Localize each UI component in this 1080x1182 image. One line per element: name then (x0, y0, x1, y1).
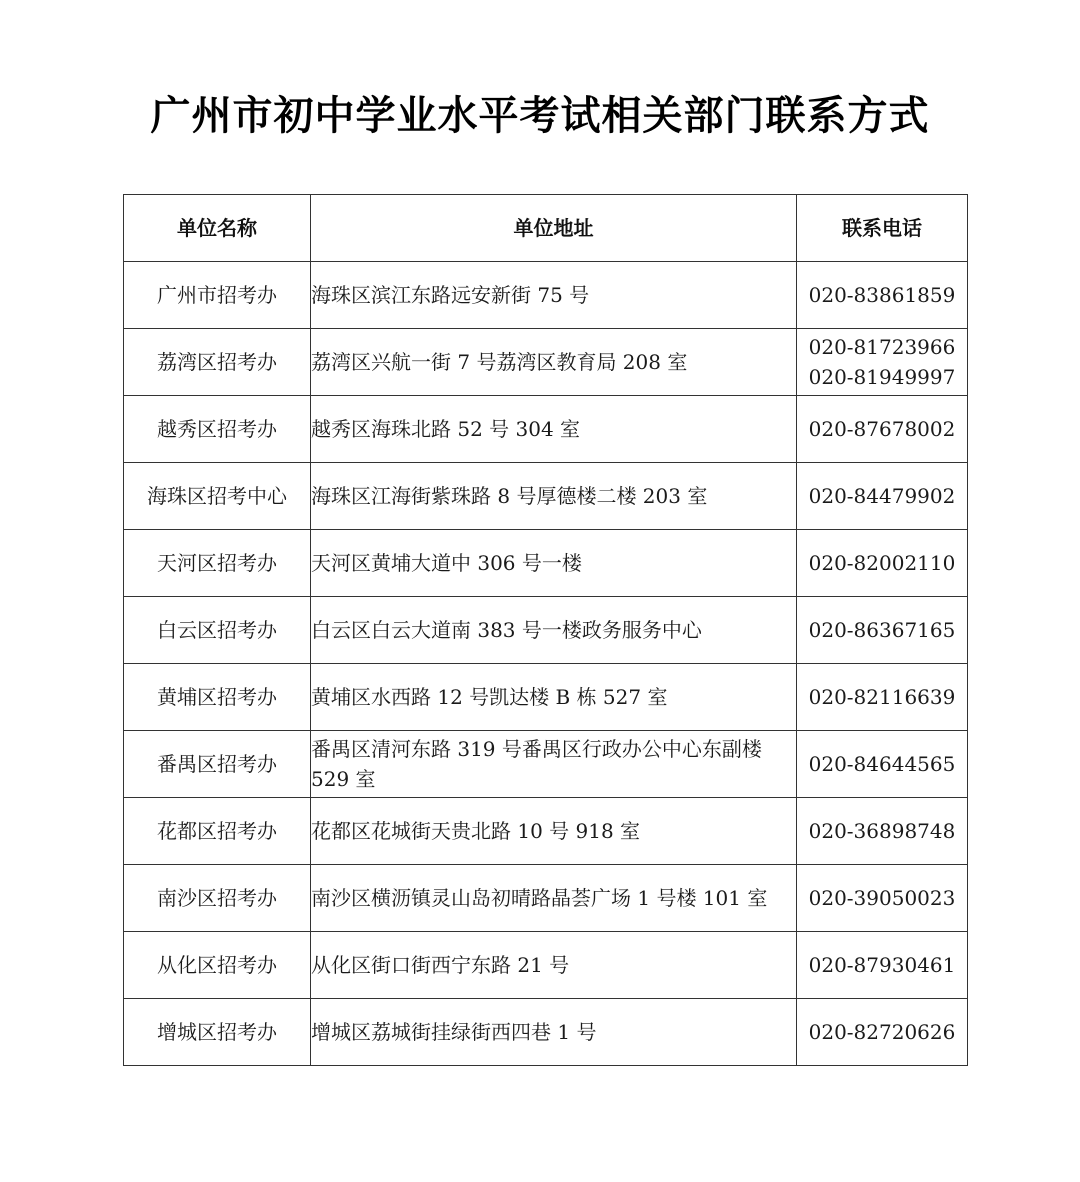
unit-name: 荔湾区招考办 (124, 329, 311, 396)
phone-number: 020-87930461 (808, 953, 956, 977)
unit-address: 海珠区滨江东路远安新街 75 号 (311, 262, 797, 329)
unit-address: 黄埔区水西路 12 号凯达楼 B 栋 527 室 (311, 664, 797, 731)
contact-phone (797, 798, 968, 865)
unit-address: 南沙区横沥镇灵山岛初晴路晶荟广场 1 号楼 101 室 (311, 865, 797, 932)
contact-phone (797, 329, 968, 396)
unit-name: 黄埔区招考办 (124, 664, 311, 731)
unit-address: 白云区白云大道南 383 号一楼政务服务中心 (311, 597, 797, 664)
table-row (124, 731, 968, 798)
phone-number: 020-82116639 (808, 685, 956, 709)
unit-name: 广州市招考办 (124, 262, 311, 329)
table-row (124, 463, 968, 530)
phone-number: 020-39050023 (808, 886, 956, 910)
table-row (124, 932, 968, 999)
table-header (124, 195, 968, 262)
table-row (124, 865, 968, 932)
unit-address: 从化区街口街西宁东路 21 号 (311, 932, 797, 999)
table-body (124, 262, 968, 1066)
header-unit-address: 单位地址 (311, 195, 797, 262)
unit-name: 天河区招考办 (124, 530, 311, 597)
table-row (124, 597, 968, 664)
phone-number: 020-84479902 (808, 484, 956, 508)
unit-address: 番禺区清河东路 319 号番禺区行政办公中心东副楼 529 室 (311, 731, 797, 798)
unit-name: 番禺区招考办 (124, 731, 311, 798)
phone-number: 020-87678002 (808, 417, 956, 441)
unit-address: 越秀区海珠北路 52 号 304 室 (311, 396, 797, 463)
contact-phone (797, 463, 968, 530)
contacts-table (123, 194, 968, 1066)
phone-number: 020-84644565 (808, 752, 956, 776)
unit-name: 从化区招考办 (124, 932, 311, 999)
phone-number: 020-81949997 (808, 365, 956, 389)
table-row (124, 329, 968, 396)
table-row (124, 262, 968, 329)
unit-name: 越秀区招考办 (124, 396, 311, 463)
contact-phone (797, 664, 968, 731)
header-unit-name: 单位名称 (124, 195, 311, 262)
contact-phone (797, 530, 968, 597)
phone-number: 020-81723966 (808, 335, 956, 359)
table-row (124, 999, 968, 1066)
contact-phone (797, 865, 968, 932)
unit-name: 南沙区招考办 (124, 865, 311, 932)
contact-phone (797, 396, 968, 463)
header-row (124, 195, 968, 262)
contact-phone (797, 262, 968, 329)
table-row (124, 396, 968, 463)
header-contact-phone: 联系电话 (797, 195, 968, 262)
unit-name: 白云区招考办 (124, 597, 311, 664)
phone-number: 020-86367165 (808, 618, 956, 642)
contact-phone (797, 597, 968, 664)
unit-name: 海珠区招考中心 (124, 463, 311, 530)
unit-name: 花都区招考办 (124, 798, 311, 865)
phone-number: 020-36898748 (808, 819, 956, 843)
unit-address: 荔湾区兴航一街 7 号荔湾区教育局 208 室 (311, 329, 797, 396)
table-row (124, 530, 968, 597)
unit-address: 天河区黄埔大道中 306 号一楼 (311, 530, 797, 597)
unit-name: 增城区招考办 (124, 999, 311, 1066)
unit-address: 花都区花城街天贵北路 10 号 918 室 (311, 798, 797, 865)
contact-phone (797, 999, 968, 1066)
unit-address: 增城区荔城街挂绿街西四巷 1 号 (311, 999, 797, 1066)
unit-address: 海珠区江海街紫珠路 8 号厚德楼二楼 203 室 (311, 463, 797, 530)
contact-phone (797, 731, 968, 798)
phone-number: 020-83861859 (808, 283, 956, 307)
table-row (124, 798, 968, 865)
page-title: 广州市初中学业水平考试相关部门联系方式 (150, 93, 930, 139)
contact-phone (797, 932, 968, 999)
phone-number: 020-82720626 (808, 1020, 956, 1044)
phone-number: 020-82002110 (808, 551, 956, 575)
table-row (124, 664, 968, 731)
